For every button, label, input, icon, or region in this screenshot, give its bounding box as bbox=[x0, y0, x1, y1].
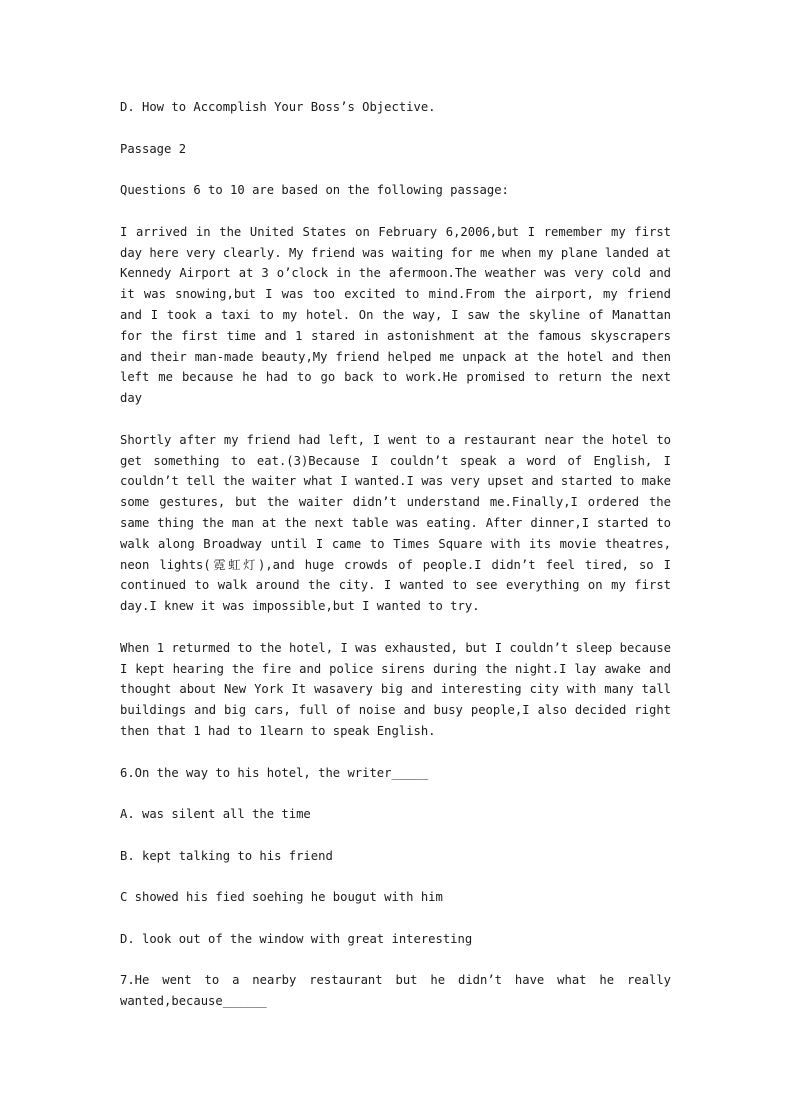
passage-paragraph-2: Shortly after my friend had left, I went to a restaurant near the hotel to get something to eat.(3)Because I couldn’t speak a word of English, I couldn’t tell the waiter what I wanted.I was very upset and started to make some gestures, but the waiter didn’t understand me.Finally,I ordered the same thing the man at the next table was eating. After dinner,I started to walk along Broadway until I came to Times Square with its movie theatres, neon lights(霓虹灯),and huge crowds of people.I didn’t feel tired, so I continued to walk around the city. I wanted to see everything on my first day.I knew it was impossible,but I wanted to try. bbox=[120, 432, 671, 614]
question-6-option-b: B. kept talking to his friend bbox=[120, 848, 333, 863]
passage-paragraph-3: When 1 returmed to the hotel, I was exhausted, but I couldn’t sleep because I kept hearing the fire and police sirens during the night.I lay awake and thought about New York It wasavery big and interesting city with many tall buildings and big cars, full of noise and busy people,I also decided right then that 1 had to 1learn to speak English. bbox=[120, 640, 671, 738]
question-6-option-d: D. look out of the window with great interesting bbox=[120, 931, 473, 946]
question-6-option-a: A. was silent all the time bbox=[120, 807, 311, 822]
question-7-stem: 7.He went to a nearby restaurant but he didn’t have what he really wanted,because______ bbox=[120, 973, 671, 1009]
document-page bbox=[120, 97, 671, 1033]
passage-instructions: Questions 6 to 10 are based on the following passage: bbox=[120, 183, 509, 198]
question-6-option-c: C showed his fied soehing he bougut with him bbox=[120, 890, 443, 905]
question-6-stem: 6.On the way to his hotel, the writer_____ bbox=[120, 765, 429, 780]
previous-option-d: D. How to Accomplish Your Boss’s Objective. bbox=[120, 100, 436, 114]
passage-paragraph-1: I arrived in the United States on February 6,2006,but I remember my first day here very clearly. My friend was waiting for me when my plane landed at Kennedy Airport at 3 o’clock in the afermoon.The weather was very cold and it was snowing,but I was too excited to mind.From the airport, my friend and I took a taxi to my hotel. On the way, I saw the skyline of Manattan for the first time and 1 stared in astonishment at the famous skyscrapers and their man-made beauty,My friend helped me unpack at the hotel and then left me because he had to go back to work.He promised to return the next day bbox=[120, 224, 671, 406]
passage-label: Passage 2 bbox=[120, 141, 187, 156]
